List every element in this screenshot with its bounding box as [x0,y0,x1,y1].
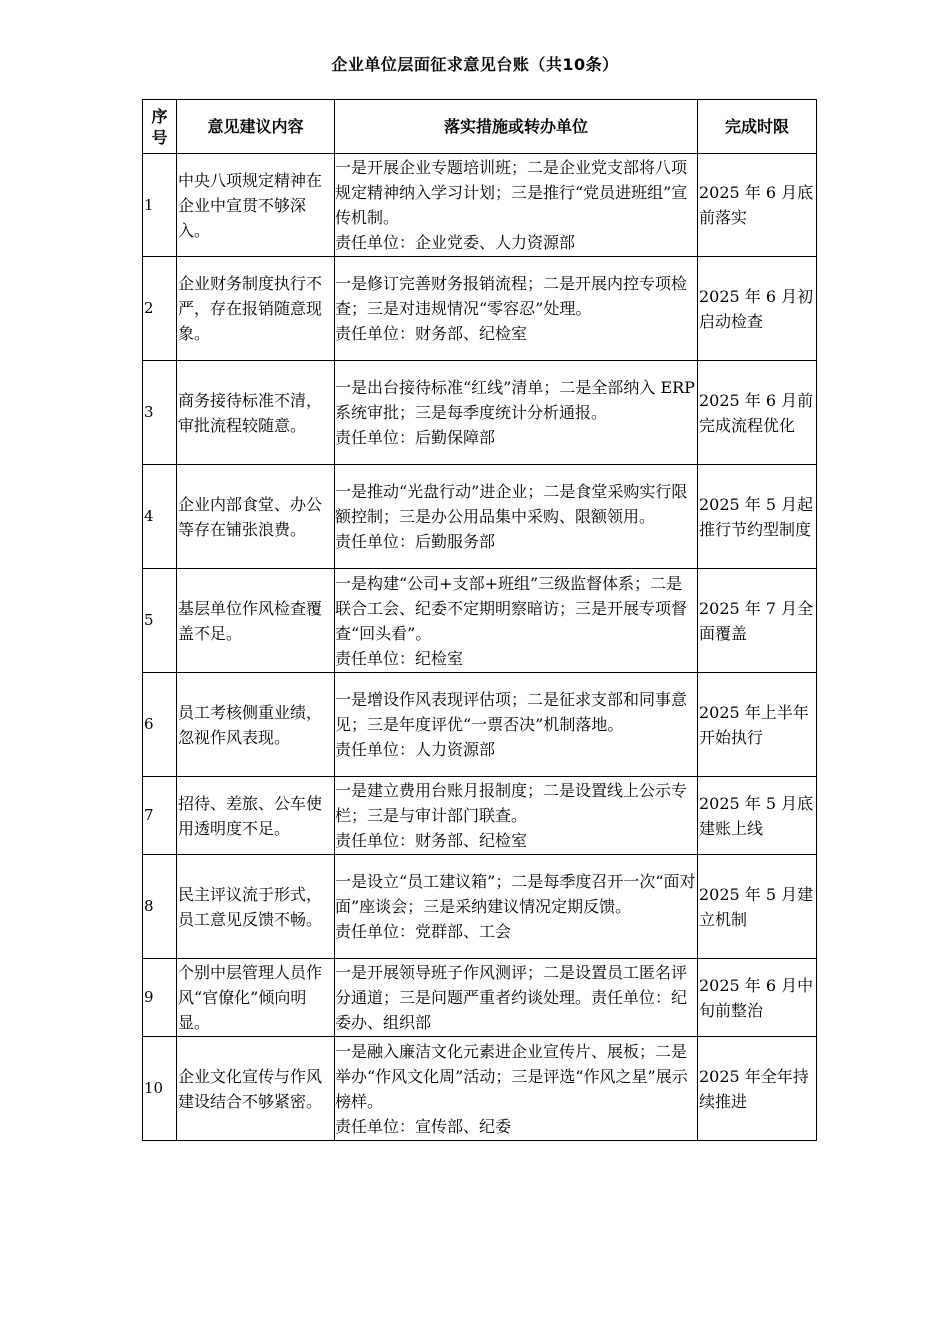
table-row [143,465,817,569]
header-issue: 意见建议内容 [177,100,335,154]
opinion-ledger-table [142,99,817,1141]
row-responsible-unit: 责任单位：财务部、纪检室 [335,831,528,850]
row-measure [335,777,698,855]
row-measure-text: 一是开展领导班子作风测评；二是设置员工匿名评分通道；三是问题严重者约谈处理。 [335,963,688,1007]
row-deadline: 2025 年 6 月中旬前整治 [698,959,817,1037]
row-responsible-unit: 责任单位：财务部、纪检室 [335,324,528,343]
row-deadline: 2025 年上半年开始执行 [698,673,817,777]
row-responsible-unit: 责任单位：纪检室 [335,648,464,668]
row-measure [335,154,698,257]
table-row [143,154,817,257]
row-issue: 商务接待标准不清，审批流程较随意。 [177,361,335,465]
row-issue: 招待、差旅、公车使用透明度不足。 [177,777,335,855]
table-row [143,673,817,777]
row-measure-text: 一是开展企业专题培训班；二是企业党支部将八项规定精神纳入学习计划；三是推行“党员进班组”宣传机制。 [335,158,688,227]
row-issue: 企业财务制度执行不严，存在报销随意现象。 [177,257,335,361]
table-row [143,1037,817,1141]
header-deadline: 完成时限 [698,100,817,154]
row-measure [335,361,698,465]
row-deadline: 2025 年 5 月起推行节约型制度 [698,465,817,569]
row-deadline: 2025 年全年持续推进 [698,1037,817,1141]
header-seq-line1: 序 [151,106,168,126]
row-number: 8 [143,855,177,959]
row-responsible-unit: 责任单位：纪委办、组织部 [335,988,688,1032]
table-row [143,361,817,465]
table-row [143,777,817,855]
table-row [143,569,817,673]
row-measure-text: 一是设立“员工建议箱”；二是每季度召开一次“面对面”座谈会；三是采纳建议情况定期反馈。 [335,872,696,916]
row-number: 10 [143,1037,177,1141]
row-measure-text: 一是构建“公司+支部+班组”三级监督体系；二是联合工会、纪委不定期明察暗访；三是开展专项督查“回头看”。 [335,573,688,643]
row-issue: 基层单位作风检查覆盖不足。 [177,569,335,673]
row-responsible-unit: 责任单位：党群部、工会 [335,922,512,941]
row-responsible-unit: 责任单位：人力资源部 [335,740,496,759]
row-responsible-unit: 责任单位：后勤保障部 [335,428,496,447]
row-number: 2 [143,257,177,361]
header-measure: 落实措施或转办单位 [335,100,698,154]
row-deadline: 2025 年 5 月建立机制 [698,855,817,959]
row-measure [335,673,698,777]
row-number: 6 [143,673,177,777]
row-responsible-unit: 责任单位：企业党委、人力资源部 [335,233,576,252]
row-measure-text: 一是修订完善财务报销流程；二是开展内控专项检查；三是对违规情况“零容忍”处理。 [335,274,688,318]
row-responsible-unit: 责任单位：后勤服务部 [335,532,496,551]
row-issue: 员工考核侧重业绩，忽视作风表现。 [177,673,335,777]
row-measure [335,569,698,673]
row-measure [335,465,698,569]
row-deadline: 2025 年 7 月全面覆盖 [698,569,817,673]
row-measure [335,1037,698,1141]
row-number: 7 [143,777,177,855]
table-header-row [143,100,817,154]
row-number: 4 [143,465,177,569]
row-responsible-unit: 责任单位：宣传部、纪委 [335,1116,512,1136]
row-number: 5 [143,569,177,673]
row-deadline: 2025 年 6 月底前落实 [698,154,817,257]
row-issue: 中央八项规定精神在企业中宣贯不够深入。 [177,154,335,257]
table-row [143,959,817,1037]
row-issue: 民主评议流于形式，员工意见反馈不畅。 [177,855,335,959]
page-title: 企业单位层面征求意见台账（共10条） [331,55,619,74]
row-measure-text: 一是建立费用台账月报制度；二是设置线上公示专栏；三是与审计部门联查。 [335,781,688,825]
row-measure-text: 一是融入廉洁文化元素进企业宣传片、展板；二是举办“作风文化周”活动；三是评选“作风之星”展示榜样。 [335,1041,688,1111]
row-measure-text: 一是推动“光盘行动”进企业；二是食堂采购实行限额控制；三是办公用品集中采购、限额领用。 [335,482,688,526]
header-seq-line2: 号 [151,127,168,147]
table-row [143,855,817,959]
row-deadline: 2025 年 6 月初启动检查 [698,257,817,361]
row-measure [335,257,698,361]
row-deadline: 2025 年 6 月前完成流程优化 [698,361,817,465]
row-issue: 企业文化宣传与作风建设结合不够紧密。 [177,1037,335,1141]
row-measure-text: 一是增设作风表现评估项；二是征求支部和同事意见；三是年度评优“一票否决”机制落地。 [335,690,688,734]
row-number: 3 [143,361,177,465]
row-number: 9 [143,959,177,1037]
row-number: 1 [143,154,177,257]
row-issue: 个别中层管理人员作风“官僚化”倾向明显。 [177,959,335,1037]
row-measure [335,855,698,959]
row-measure [335,959,698,1037]
row-deadline: 2025 年 5 月底建账上线 [698,777,817,855]
table-row [143,257,817,361]
header-seq [143,100,177,154]
row-measure-text: 一是出台接待标准“红线”清单；二是全部纳入 ERP 系统审批；三是每季度统计分析通报。 [335,378,695,422]
row-issue: 企业内部食堂、办公等存在铺张浪费。 [177,465,335,569]
